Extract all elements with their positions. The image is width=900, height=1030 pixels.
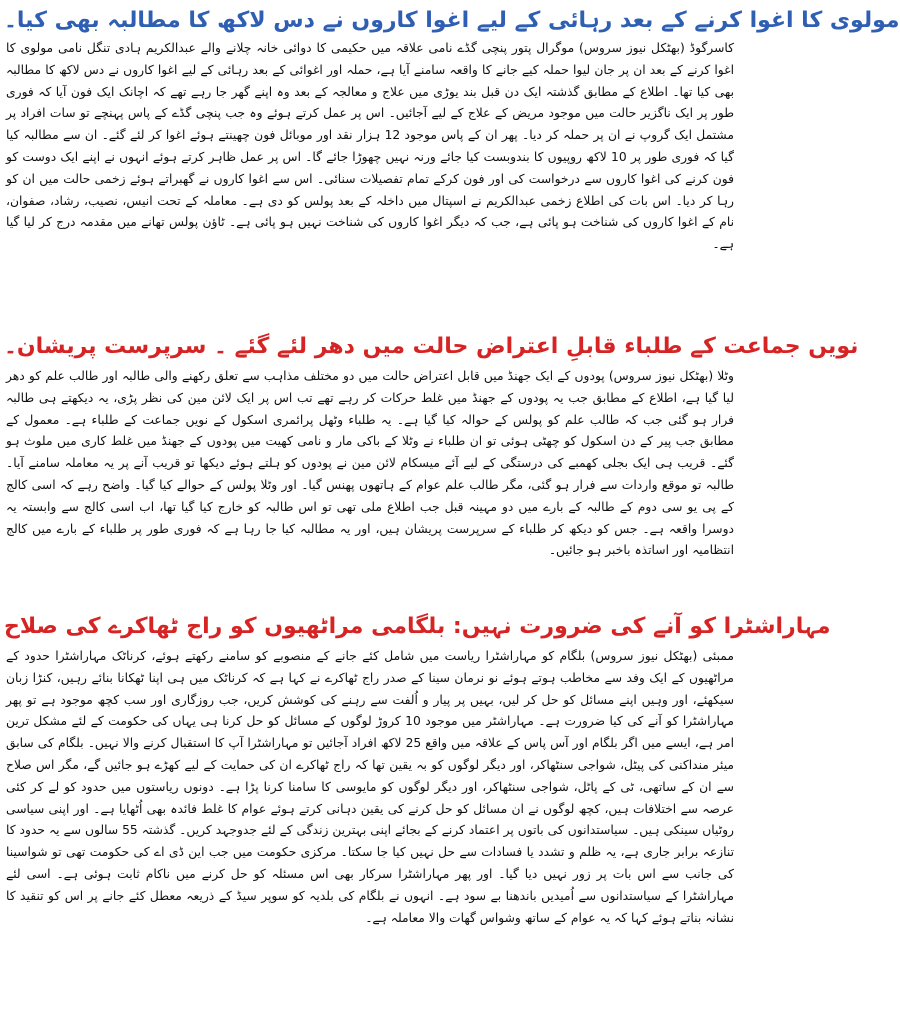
article-3-headline: مہاراشٹرا کو آنے کی ضرورت نہیں: بلگامی مراٹھیوں کو راج ٹھاکرے کی صلاح — [4, 614, 831, 639]
article-3-body: ممبئی (بھٹکل نیوز سروس) بلگام کو مہاراشٹرا ریاست میں شامل کئے جانے کے منصوبے کو سامنے رکھتے ہوئے، کرناٹک مہاراشٹرا حدود کے مراٹھیوں کے ایک وفد سے مخاطب ہوتے ہوئے نو نرمان سینا کے صدر راج ٹھاکرے نے کہا ہے کہ کرناٹک میں ہی اپنا ٹھکانا بنائے رہیں، کنڑا زبان سیکھئے، اور وہیں اپنے مسائل کو حل کر لیں، بہیں پر پیار و اُلفت سے رہنے کی کوشش کریں، جب روزگاری اور سب کچھ موجود ہے تو پھر مہاراشٹرا کو آنے کی کیا ضرورت ہے۔ مہاراشٹر میں موجود 10 کروڑ لوگوں کے مسائل کو حل کرنا ہی یہاں کی حکومت کے لئے مشکل ترین امر ہے، ایسے میں اگر بلگام اور آس پاس کے علاقہ میں واقع 25 لاکھ افراد آجائیں تو مہاراشٹرا آپ کا استقبال کرنے والا نہیں۔ بلگام کی سابق میئر منداکنی کی پیٹل، شواجی سنٹھاکر، اور دیگر لوگوں کو بہ یقین تھا کہ راج ٹھاکرے ان کی حمایت کے لیے کھڑے ہو جائیں گے، مگر اس صلاح سے ان کے ساتھی، ٹی کے پاٹل، شواجی سنٹھاکر، اور دیگر لوگوں کو مایوسی کا سامنا کرنا پڑا ہے۔ دونوں ریاستوں میں حدود کو لے کر کئی عرصہ سے اختلافات ہیں، کچھ لوگوں نے ان مسائل کو حل کرنے کی یقین دہانی کرتے ہوئے عوام کا غلط فائدہ بھی اُٹھایا ہے۔ اور اپنی سیاسی روٹیاں سینکی ہیں۔ سیاستدانوں کی باتوں پر اعتماد کرنے کے بجائے اپنی بہترین زندگی کے لئے جدوجہد کریں۔ گذشتہ 55 سالوں سے یہ حدود کا تنازعہ برابر جاری ہے، یہ ظلم و تشدد یا فسادات سے حل نہیں کیا جا سکتا۔ مرکزی حکومت میں جب این ڈی اے کی حکومت تھی تو شواسینا کی جانب سے اس بات پر زور نہیں دیا گیا۔ اور پھر مہاراشٹرا سرکار بھی اس مسئلہ کو حل کرنے میں ناکام ثابت ہوئی ہے۔ اسی لئے مہاراشٹرا کے سیاستدانوں سے اُمیدیں باندھنا بے سود ہے۔ انہوں نے بلگام کی بلدیہ کو سوپر سیڈ کے ذریعہ معطل کئے جانے پر اس کو تنقید کا نشانہ بناتے ہوئے کہا کہ یہ عوام کے ساتھ وشواس گھات والا معاملہ ہے۔ — [6, 649, 734, 925]
article-2-headline: نویں جماعت کے طلباء قابلِ اعتراض حالت میں دھر لئے گئے ۔ سرپرست پریشان۔ — [4, 334, 859, 359]
article-1-body: کاسرگوڈ (بھٹکل نیوز سروس) موگرال پتور پنچی گڈے نامی علاقہ میں حکیمی کا دوائی خانہ چلانے والے عبدالکریم ہادی تنگل نامی مولوی کا اغوا کرنے کے بعد ان پر جان لیوا حملہ کیے جانے کا واقعہ سامنے آیا ہے، حملہ اور اغوائی کے بعد رہائی کے لیے اغوا کاروں نے دس لاکھ کا مطالبہ بھی کیا تھا۔ اطلاع کے مطابق گذشتہ ایک دن قبل بند یوڑی میں علاج و معالجہ کے بعد وہ اپنے گھر جا رہے تھے کہ اچانک ایک فون آیا کہ فوری طور پر ایک ناگزیر حالت میں موجود مریض کے علاج کے لیے آجائیں۔ اس پر عمل کرتے ہوئے وہ جب پنچی گڈے کے پاس پہنچے تو سات افراد پر مشتمل ایک گروپ نے ان پر حملہ کر دیا۔ پھر ان کے پاس موجود 12 ہزار نقد اور موبائل فون چھینتے ہوئے اغوا کر لئے گئے۔ ان سے مطالبہ کیا گیا کہ فوری طور پر 10 لاکھ روپیوں کا بندوبست کیا جائے ورنہ نہیں چھوڑا جائے گا۔ اس پر عمل ظاہر کرتے ہوئے انہوں نے اپنے ایک دوست کو فون کرنے کی اغوا کاروں سے درخواست کی اور فون کرکے تمام تفصیلات سنائی۔ اس سے اغوا کاروں نے گھبراتے ہوئے زخمی حالت میں ان کو رہا کر دیا۔ اس بات کی اطلاع زخمی عبدالکریم نے اسپتال میں داخلہ کے بعد پولس کو دی ہے۔ معاملہ کے تحت انیس، نصیب، رشاد، صفوان، نام کے اغوا کاروں کی شناخت ہو پائی ہے، جب کہ دیگر اغوا کاروں کی شناخت نہیں ہو پائی ہے۔ ٹاؤن پولس تھانے میں مقدمہ درج کر لیا گیا ہے۔ — [6, 41, 734, 252]
article-2-body: وٹلا (بھٹکل نیوز سروس) پودوں کے ایک جھنڈ میں قابل اعتراض حالت میں دو مختلف مذاہب سے تعلق رکھنے والی طالبہ اور طالب علم کو دھر لیا گیا ہے، اطلاع کے مطابق جب یہ پودوں کے جھنڈ میں غلط حرکات کر رہے تھے تب اس پر ایک لائن مین کی نظر پڑی، یہ دیکھتے ہی طالبہ فرار ہو گئی جب کہ طالب علم کو پولس کے حوالہ کیا گیا ہے۔ یہ طلباء وٹھل پرائمری اسکول کے نویں جماعت کے طلباء ہے۔ معمول کے مطابق جب پیر کے دن اسکول کو چھٹی ہوئی تو ان طلباء نے وٹلا کے باکی مار و نامی کھیت میں پودوں کے جھنڈ میں غلط کاری میں ملوث ہو گئے۔ قریب ہی ایک بجلی کھمبے کی درستگی کے لیے آئے میسکام لائن مین نے پودوں کو ہلتے ہوئے دیکھا تو قریب آنے پر یہ معاملہ سامنے آیا۔ طالبہ تو موقع واردات سے فرار ہو گئی، مگر طالب علم عوام کے ہاتھوں پھنس گیا۔ اور وٹلا پولس کے حوالے کیا گیا۔ واضح رہے کہ اسی کالج کے پی یو سی دوم کے طالبہ کے بارے میں دو مہینہ قبل جب اطلاع ملی تھی تو اس طالبہ کو خارج کیا گیا تھا، اب اسی کالج سے وابستہ یہ دوسرا واقعہ ہے۔ جس کو دیکھ کر طلباء کے سرپرست پریشان ہیں، اور یہ مطالبہ کیا جا رہا ہے کہ فوری طور پر طلباء کے بارے میں کالج انتظامیہ اور اساتذہ باخبر ہو جائیں۔ — [6, 369, 734, 558]
article-1-headline: مولوی کا اغوا کرنے کے بعد رہائی کے لیے اغوا کاروں نے دس لاکھ کا مطالبہ بھی کیا۔ — [4, 8, 900, 33]
